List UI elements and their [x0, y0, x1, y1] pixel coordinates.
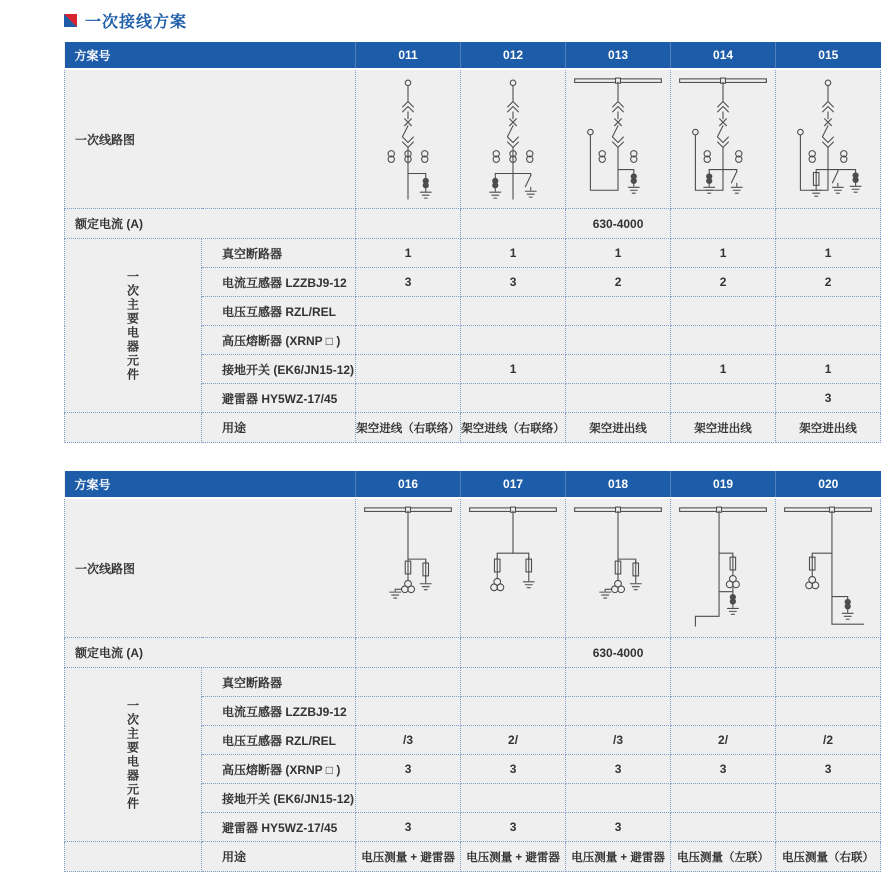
value-cell	[671, 697, 776, 726]
value-cell: 架空进出线	[776, 413, 881, 443]
data-row	[65, 239, 881, 268]
value-cell	[776, 297, 881, 326]
single-line-diagram-018	[566, 500, 670, 636]
diagram-cell-013	[566, 69, 671, 209]
value-cell	[671, 638, 776, 668]
data-row	[65, 638, 881, 668]
value-cell: 1	[566, 239, 671, 268]
component-group-label: 一次主要电器元件	[65, 239, 202, 413]
value-cell	[356, 326, 461, 355]
value-cell	[461, 668, 566, 697]
rated-current-label: 额定电流 (A)	[65, 209, 356, 239]
scheme-header-row	[65, 471, 881, 498]
scheme-id-017: 017	[461, 471, 566, 498]
value-cell: 架空进线（右联络）	[461, 413, 566, 443]
scheme-id-011: 011	[356, 42, 461, 69]
value-cell	[566, 384, 671, 413]
rated-current-label: 额定电流 (A)	[65, 638, 356, 668]
value-cell: 1	[461, 239, 566, 268]
value-cell: 架空进出线	[671, 413, 776, 443]
single-line-diagram-015	[776, 71, 880, 207]
value-cell: 2	[566, 268, 671, 297]
value-cell: 2	[671, 268, 776, 297]
component-group-label: 一次主要电器元件	[65, 668, 202, 842]
component-row-label: 真空断路器	[202, 668, 356, 697]
value-cell	[776, 638, 881, 668]
component-row-label: 接地开关 (EK6/JN15-12)	[202, 784, 356, 813]
value-cell: 2	[776, 268, 881, 297]
value-cell	[356, 697, 461, 726]
value-cell	[566, 355, 671, 384]
value-cell	[566, 326, 671, 355]
component-row-label: 接地开关 (EK6/JN15-12)	[202, 355, 356, 384]
value-cell	[461, 297, 566, 326]
diagram-cell-016	[356, 498, 461, 638]
value-cell	[566, 297, 671, 326]
value-cell	[776, 697, 881, 726]
value-cell: 3	[566, 755, 671, 784]
single-line-diagram-011	[356, 71, 460, 207]
diagram-row	[65, 498, 881, 638]
value-cell	[776, 813, 881, 842]
value-cell	[356, 638, 461, 668]
scheme-id-016: 016	[356, 471, 461, 498]
value-cell	[671, 784, 776, 813]
value-cell: 3	[566, 813, 671, 842]
value-cell: 3	[356, 813, 461, 842]
value-cell	[356, 784, 461, 813]
page-title: 一次接线方案	[85, 13, 188, 31]
component-row-label: 避雷器 HY5WZ-17/45	[202, 813, 356, 842]
empty-cell	[65, 413, 202, 443]
value-cell: 电压测量 + 避雷器	[356, 842, 461, 872]
diagram-cell-011	[356, 69, 461, 209]
scheme-id-014: 014	[671, 42, 776, 69]
value-cell: 3	[356, 268, 461, 297]
data-row	[65, 842, 881, 872]
component-row-label: 高压熔断器 (XRNP □ )	[202, 755, 356, 784]
scheme-id-012: 012	[461, 42, 566, 69]
single-line-diagram-020	[776, 500, 880, 636]
single-line-diagram-014	[671, 71, 775, 207]
value-cell: 2/	[461, 726, 566, 755]
value-cell	[671, 668, 776, 697]
value-cell	[566, 697, 671, 726]
component-row-label: 电压互感器 RZL/REL	[202, 726, 356, 755]
diagram-cell-018	[566, 498, 671, 638]
value-cell	[776, 784, 881, 813]
single-line-diagram-017	[461, 500, 565, 636]
scheme-number-column-header: 方案号	[65, 42, 356, 69]
component-row-label: 电压互感器 RZL/REL	[202, 297, 356, 326]
value-cell	[776, 209, 881, 239]
value-cell	[776, 668, 881, 697]
single-line-diagram-013	[566, 71, 670, 207]
value-cell	[461, 209, 566, 239]
value-cell: 3	[461, 268, 566, 297]
value-cell: 架空进线（右联络）	[356, 413, 461, 443]
value-cell: 1	[776, 239, 881, 268]
section-marker-icon	[64, 14, 77, 27]
value-cell: 3	[671, 755, 776, 784]
value-cell: 1	[776, 355, 881, 384]
component-row-label: 高压熔断器 (XRNP □ )	[202, 326, 356, 355]
diagram-cell-019	[671, 498, 776, 638]
scheme-id-015: 015	[776, 42, 881, 69]
data-row	[65, 413, 881, 443]
data-row	[65, 209, 881, 239]
component-row-label: 避雷器 HY5WZ-17/45	[202, 384, 356, 413]
value-cell	[356, 355, 461, 384]
value-cell: 1	[356, 239, 461, 268]
value-cell	[671, 813, 776, 842]
scheme-id-018: 018	[566, 471, 671, 498]
empty-cell	[65, 842, 202, 872]
primary-wiring-table-2	[64, 471, 881, 872]
value-cell	[356, 668, 461, 697]
value-cell	[566, 668, 671, 697]
value-cell: 630-4000	[566, 209, 671, 239]
section-title	[0, 0, 800, 31]
scheme-id-019: 019	[671, 471, 776, 498]
scheme-id-020: 020	[776, 471, 881, 498]
component-row-label: 电流互感器 LZZBJ9-12	[202, 697, 356, 726]
value-cell: 1	[671, 355, 776, 384]
value-cell	[671, 326, 776, 355]
diagram-cell-020	[776, 498, 881, 638]
value-cell	[461, 326, 566, 355]
value-cell: /2	[776, 726, 881, 755]
scheme-number-column-header: 方案号	[65, 471, 356, 498]
value-cell: 1	[461, 355, 566, 384]
value-cell: 630-4000	[566, 638, 671, 668]
component-row-label: 电流互感器 LZZBJ9-12	[202, 268, 356, 297]
value-cell: 1	[671, 239, 776, 268]
component-row-label: 真空断路器	[202, 239, 356, 268]
diagram-cell-015	[776, 69, 881, 209]
value-cell	[356, 384, 461, 413]
value-cell: 3	[776, 755, 881, 784]
usage-row-label: 用途	[202, 842, 356, 872]
value-cell: /3	[566, 726, 671, 755]
primary-wiring-table-1	[64, 42, 881, 443]
diagram-row	[65, 69, 881, 209]
value-cell: /3	[356, 726, 461, 755]
value-cell	[566, 784, 671, 813]
tables-root	[0, 42, 875, 872]
value-cell	[356, 297, 461, 326]
diagram-row-label: 一次线路图	[65, 69, 356, 209]
value-cell: 电压测量 + 避雷器	[566, 842, 671, 872]
value-cell: 电压测量 + 避雷器	[461, 842, 566, 872]
value-cell	[461, 384, 566, 413]
usage-row-label: 用途	[202, 413, 356, 443]
value-cell: 3	[356, 755, 461, 784]
diagram-cell-012	[461, 69, 566, 209]
value-cell	[776, 326, 881, 355]
value-cell: 3	[461, 755, 566, 784]
value-cell: 电压测量（右联）	[776, 842, 881, 872]
value-cell	[461, 638, 566, 668]
single-line-diagram-019	[671, 500, 775, 636]
scheme-header-row	[65, 42, 881, 69]
value-cell	[461, 697, 566, 726]
value-cell	[671, 384, 776, 413]
scheme-id-013: 013	[566, 42, 671, 69]
value-cell	[671, 209, 776, 239]
data-row	[65, 668, 881, 697]
single-line-diagram-016	[356, 500, 460, 636]
value-cell	[671, 297, 776, 326]
value-cell: 架空进出线	[566, 413, 671, 443]
value-cell	[356, 209, 461, 239]
value-cell	[461, 784, 566, 813]
value-cell: 3	[461, 813, 566, 842]
value-cell: 3	[776, 384, 881, 413]
value-cell: 电压测量（左联）	[671, 842, 776, 872]
diagram-cell-014	[671, 69, 776, 209]
diagram-row-label: 一次线路图	[65, 498, 356, 638]
value-cell: 2/	[671, 726, 776, 755]
single-line-diagram-012	[461, 71, 565, 207]
diagram-cell-017	[461, 498, 566, 638]
